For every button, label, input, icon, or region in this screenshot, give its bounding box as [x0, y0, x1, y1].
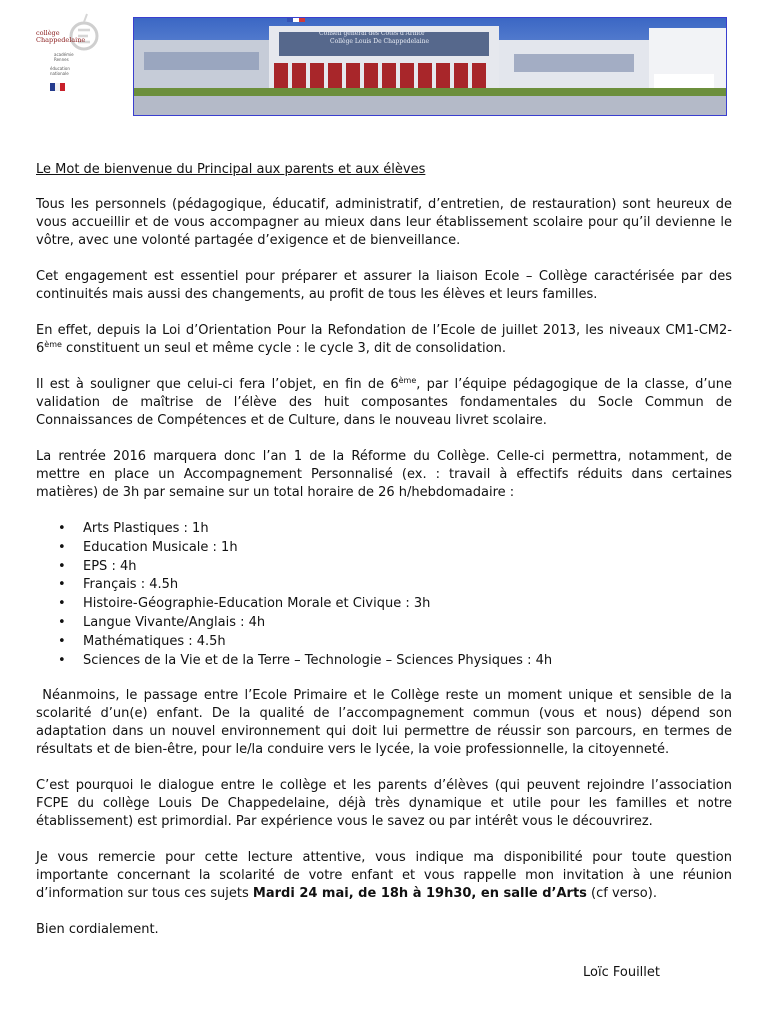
letter-title: Le Mot de bienvenue du Principal aux parents et aux élèves — [36, 162, 426, 177]
paragraph-4-text-b: , par l’équipe pédagogique de la classe, d’une validation de maîtrise de l’élève des huit composantes fondamentales du Socle Commun de Connaissances de Compétences et de Culture, dans le nouveau livret scolaire. — [36, 377, 732, 428]
college-logo — [34, 12, 102, 94]
paragraph-8-text-a: Je vous remercie pour cette lecture attentive, vous indique ma disponibilité pour toute question importante concernant la scolarité de votre enfant et vous rappelle mon invitation à une réunion d’information sur tous ces sujets — [36, 850, 732, 902]
logo-name-line2: Chappedelaine — [36, 36, 86, 44]
logo-name-line1: collège — [36, 29, 60, 37]
paragraph-6: Néanmoins, le passage entre l’Ecole Primaire et le Collège reste un moment unique et sensible de la scolarité d’un(e) enfant. De la qualité de l’accompagnement commun (vous et nous) dépend son adaptation dans un nouvel environnement qui doit lui permettre de réussir son parcours, en termes de résultats et de bien-être, pour le/la conduire vers le lycée, la voie professionnelle, la citoyenneté. — [36, 688, 737, 758]
subject-item: • Langue Vivante/Anglais : 4h — [36, 614, 732, 633]
building-illustration — [134, 18, 726, 115]
paragraph-1: Tous les personnels (pédagogique, éducatif, administratif, d’entretien, de restauration) sont heureux de vous accueillir et de vous accompagner au mieux dans leur établissement scolaire pour qu’il devienne le vôtre, avec une volonté partagée d’exigence et de bienveillance. — [36, 197, 732, 248]
paragraph-2: Cet engagement est essentiel pour préparer et assurer la liaison Ecole – Collège caractérisée par des continuités mais aussi des changements, au profit de tous les élèves et leurs familles. — [36, 269, 732, 302]
subject-item: • EPS : 4h — [36, 558, 732, 577]
closing-line: Bien cordialement. — [36, 922, 159, 938]
paragraph-4-superscript: ème — [398, 376, 417, 385]
paragraph-7: C’est pourquoi le dialogue entre le collège et les parents d’élèves (qui peuvent rejoindre l’association FCPE du collège Louis De Chappedelaine, déjà très dynamique et utile pour les familles et notre établissement) est primordial. Par expérience vous le savez ou par intérêt vous le découvrirez. — [36, 778, 732, 830]
school-building-photo — [133, 17, 727, 116]
subject-item: • Education Musicale : 1h — [36, 539, 732, 558]
paragraph-3-superscript: ème — [44, 340, 62, 349]
logo-motto-line2: nationale — [50, 71, 69, 76]
logo-academy-line1: académie — [54, 52, 74, 57]
paragraph-3-text-a: En effet, depuis la Loi d’Orientation Pour la Refondation de l’Ecole de juillet 2013, les niveaux CM1-CM2-6 — [36, 323, 732, 356]
logo-motto-line1: éducation — [50, 66, 70, 71]
paragraph-4 — [36, 376, 732, 430]
paragraph-5: La rentrée 2016 marquera donc l’an 1 de la Réforme du Collège. Celle-ci permettra, notamment, de mettre en place un Accompagnement Personnalisé (ex. : travail à effectifs réduits dans certaines matières) de 3h par semaine sur un total horaire de 26 h/hebdomadaire : — [36, 449, 732, 500]
paragraph-3 — [36, 322, 732, 358]
paragraph-3-text-b: constituent un seul et même cycle : le cycle 3, dit de consolidation. — [61, 341, 506, 356]
signature: Loïc Fouillet — [583, 965, 660, 980]
subject-item: • Sciences de la Vie et de la Terre – Technologie – Sciences Physiques : 4h — [36, 652, 732, 671]
subject-item: • Mathématiques : 4.5h — [36, 633, 732, 652]
photo-sign-line1: Conseil général des Côtes d'Armor — [319, 30, 425, 37]
paragraph-4-text-a: Il est à souligner que celui-ci fera l’objet, en fin de 6 — [36, 377, 399, 392]
subject-item: • Arts Plastiques : 1h — [36, 520, 732, 539]
subject-hours-list — [36, 520, 732, 670]
logo-academy-line2: Rennes — [54, 57, 69, 62]
subject-item: • Français : 4.5h — [36, 576, 732, 595]
photo-sign-line2: Collège Louis De Chappedelaine — [330, 38, 430, 45]
meeting-details: Mardi 24 mai, de 18h à 19h30, en salle d’Arts — [252, 886, 587, 902]
subject-item: • Histoire-Géographie-Education Morale et Civique : 3h — [36, 595, 732, 614]
paragraph-8 — [36, 849, 732, 903]
letter-body — [36, 161, 737, 957]
paragraph-8-text-b: (cf verso). — [586, 886, 657, 902]
